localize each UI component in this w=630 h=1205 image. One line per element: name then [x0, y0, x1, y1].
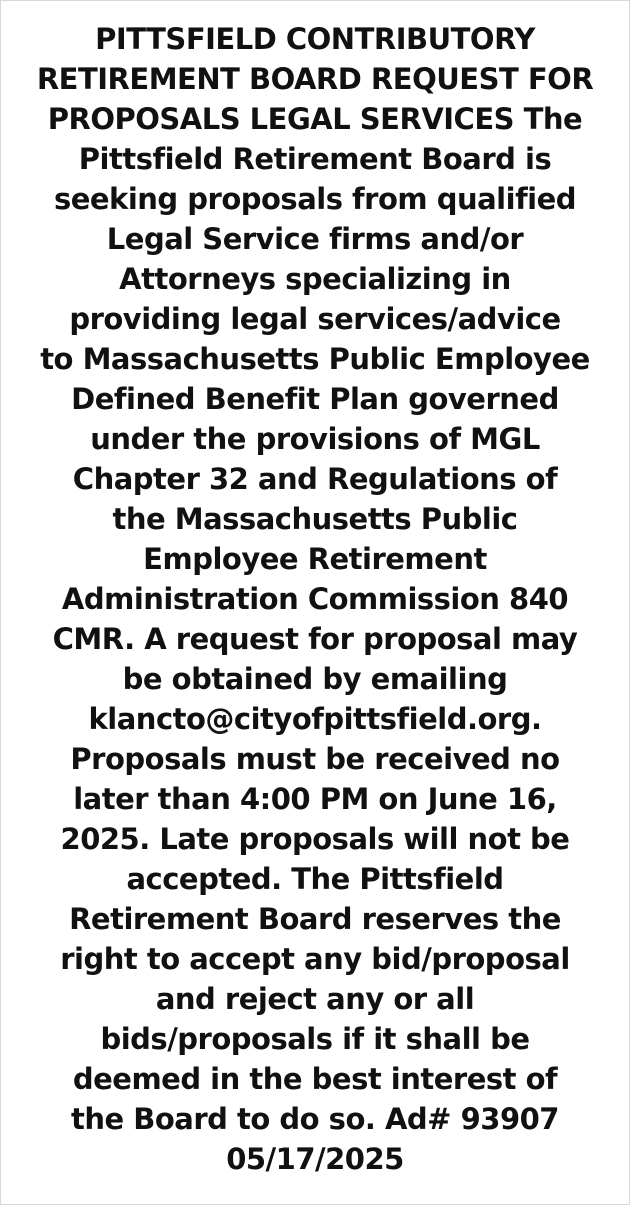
ad-line-19: Proposals must be received no	[70, 742, 560, 776]
ad-line-13: the Massachusetts Public	[112, 502, 518, 536]
ad-line-15: Administration Commission 840	[61, 582, 569, 616]
ad-line-25: and reject any or all	[155, 982, 475, 1016]
ad-line-9: to Massachusetts Public Employee	[40, 342, 590, 376]
ad-line-5: seeking proposals from qualified	[53, 182, 577, 216]
ad-line-6: Legal Service firms and/or	[106, 222, 524, 256]
ad-line-12: Chapter 32 and Regulations of	[72, 462, 558, 496]
ad-email-line: klancto@cityofpittsfield.org.	[88, 702, 542, 736]
ad-date-line: 05/17/2025	[226, 1142, 404, 1176]
ad-line-1: PITTSFIELD CONTRIBUTORY	[95, 22, 535, 56]
ad-line-14: Employee Retirement	[143, 542, 487, 576]
ad-line-2: RETIREMENT BOARD REQUEST FOR	[36, 62, 594, 96]
ad-line-4: Pittsfield Retirement Board is	[78, 142, 552, 176]
ad-line-24: right to accept any bid/proposal	[60, 942, 570, 976]
ad-line-22: accepted. The Pittsfield	[126, 862, 504, 896]
ad-line-10: Defined Benefit Plan governed	[71, 382, 559, 416]
ad-line-17: be obtained by emailing	[122, 662, 508, 696]
ad-line-16: CMR. A request for proposal may	[52, 622, 578, 656]
ad-line-8: providing legal services/advice	[69, 302, 561, 336]
ad-line-3: PROPOSALS LEGAL SERVICES The	[47, 102, 583, 136]
ad-line-26: bids/proposals if it shall be	[100, 1022, 530, 1056]
ad-line-11: under the provisions of MGL	[90, 422, 540, 456]
ad-number-line: the Board to do so. Ad# 93907	[71, 1102, 559, 1136]
ad-line-27: deemed in the best interest of	[72, 1062, 558, 1096]
ad-line-20: later than 4:00 PM on June 16,	[73, 782, 557, 816]
ad-line-23: Retirement Board reserves the	[69, 902, 561, 936]
ad-line-7: Attorneys specializing in	[119, 262, 511, 296]
ad-line-21: 2025. Late proposals will not be	[60, 822, 570, 856]
